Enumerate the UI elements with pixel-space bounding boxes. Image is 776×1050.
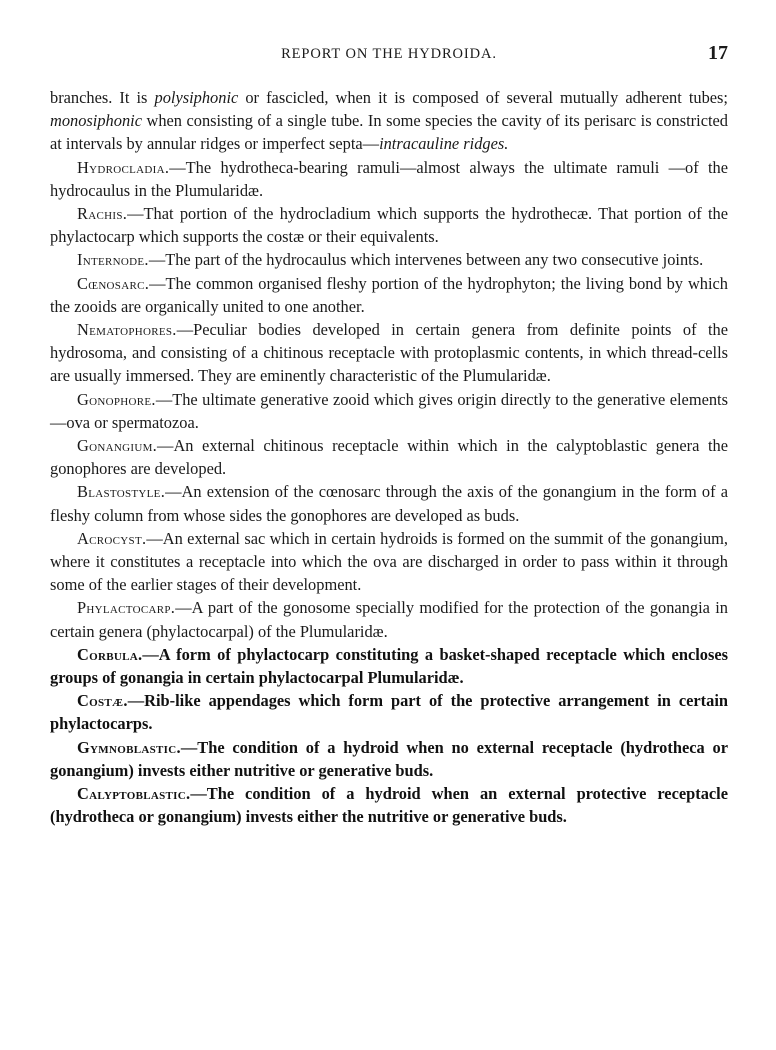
main-text xyxy=(50,86,728,829)
glossary-definition: —A part of the gonosome specially modified for the protection of the gonangia in certain genera (phylactocarpal) of the Plumularidæ. xyxy=(50,598,728,641)
glossary-term: Hydrocladia. xyxy=(77,157,170,177)
glossary-entry-costae xyxy=(50,689,728,735)
glossary-definition: —An external chitinous receptacle within which in the calyptoblastic genera the gonophores are developed. xyxy=(50,436,728,479)
intro-emphasis: monosiphonic xyxy=(50,111,142,131)
glossary-entry-hydrocladia xyxy=(50,156,728,202)
glossary-term: Cœnosarc. xyxy=(77,273,150,293)
glossary-definition: —An extension of the cœnosarc through the axis of the gonangium in the form of a fleshy column from whose sides the gonophores are developed as buds. xyxy=(50,482,728,525)
glossary-term: Acrocyst. xyxy=(77,528,147,548)
intro-text: or fascicled, when it is composed of several mutually adherent tubes; xyxy=(238,88,728,107)
glossary-term: Costæ. xyxy=(77,691,128,711)
page-number: 17 xyxy=(708,42,728,64)
glossary-entry-rachis xyxy=(50,202,728,248)
glossary-definition: —Peculiar bodies developed in certain genera from definite points of the hydrosoma, and consisting of a chitinous receptacle with protoplasmic contents, in which thread-cells are usually immersed. They are eminently characteristic of the Plumularidæ. xyxy=(50,320,728,386)
glossary-definition: —An external sac which in certain hydroids is formed on the summit of the gonangium, where it constitutes a receptacle into which the ova are discharged in order to pass within it through some of the earlier stages of their development. xyxy=(50,528,728,595)
glossary-entry-acrocyst xyxy=(50,527,728,597)
glossary-entry-gonangium xyxy=(50,434,728,480)
glossary-definition: —The condition of a hydroid when no external receptacle (hydrotheca or gonangium) invests either nutritive or generative buds. xyxy=(50,737,728,780)
glossary-term: Internode. xyxy=(77,250,149,270)
glossary-entry-gonophore xyxy=(50,388,728,434)
glossary-definition: —The condition of a hydroid when an external protective receptacle (hydrotheca or gonangium) invests either the nutritive or generative buds. xyxy=(50,784,728,827)
glossary-definition: —The hydrotheca-bearing ramuli—almost always the ultimate ramuli —of the hydrocaulus in the Plumularidæ. xyxy=(50,157,728,200)
glossary-entry-phylactocarp xyxy=(50,596,728,642)
header-title: REPORT ON THE HYDROIDA. xyxy=(281,46,497,62)
glossary-entry-gymnoblastic xyxy=(50,736,728,782)
glossary-entry-internode xyxy=(50,248,728,271)
intro-text: when consisting of a single tube. In some species the cavity of its perisarc is constricted at intervals by annular ridges or imperfect septa— xyxy=(50,111,728,154)
intro-emphasis: polysiphonic xyxy=(154,88,239,107)
glossary-entry-corbula xyxy=(50,643,728,689)
glossary-entry-coenosarc xyxy=(50,272,728,318)
glossary-definition: —That portion of the hydrocladium which supports the hydrothecæ. That portion of the phylactocarp which supports the costæ or their equivalents. xyxy=(50,204,728,247)
glossary-term: Corbula. xyxy=(77,644,143,664)
glossary-definition: —Rib-like appendages which form part of the protective arrangement in certain phylactocarps. xyxy=(50,691,728,734)
glossary-term: Phylactocarp. xyxy=(77,598,176,618)
glossary-term: Nematophores. xyxy=(77,320,177,340)
glossary-definition: —The part of the hydrocaulus which intervenes between any two consecutive joints. xyxy=(148,250,704,270)
running-header xyxy=(50,42,728,66)
glossary-entry-calyptoblastic xyxy=(50,782,728,828)
glossary-term: Gonophore. xyxy=(77,389,156,409)
glossary-definition: —The ultimate generative zooid which gives origin directly to the generative elements—ova or spermatozoa. xyxy=(50,389,728,432)
glossary-entry-nematophores xyxy=(50,318,728,388)
intro-paragraph xyxy=(50,86,728,156)
intro-emphasis: intracauline ridges. xyxy=(379,134,509,154)
glossary-term: Calyptoblastic. xyxy=(77,784,191,804)
glossary-term: Blastostyle. xyxy=(77,482,166,502)
glossary-definition: —The common organised fleshy portion of the hydrophyton; the living bond by which the zooids are organically united to one another. xyxy=(50,273,728,316)
glossary-term: Rachis. xyxy=(77,204,128,224)
glossary-term: Gymnoblastic. xyxy=(77,737,181,757)
intro-text: branches. It is xyxy=(50,88,155,107)
glossary-definition: —A form of phylactocarp constituting a basket-shaped receptacle which encloses groups of gonangia in certain phylactocarpal Plumularidæ. xyxy=(50,644,728,688)
glossary-entry-blastostyle xyxy=(50,480,728,526)
glossary-term: Gonangium. xyxy=(77,436,158,456)
